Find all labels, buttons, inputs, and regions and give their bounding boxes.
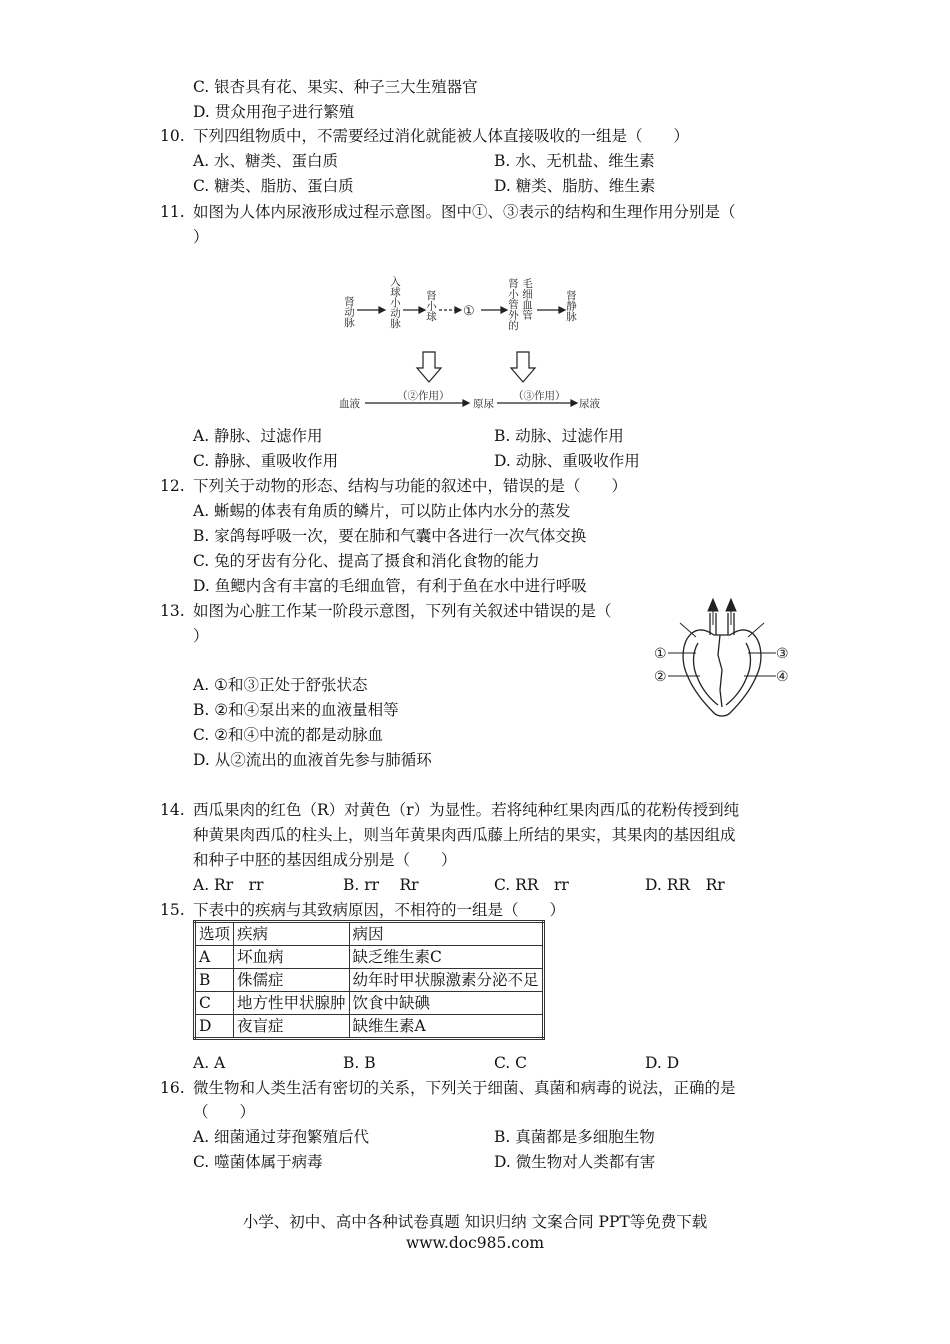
q15-option-b: B. B — [343, 1054, 376, 1072]
q14-stem-line3: 和种子中胚的基因组成分别是（ ） — [193, 851, 457, 869]
question-number-16: 16. — [160, 1079, 185, 1097]
q10-option-c: C. 糖类、脂肪、蛋白质 — [193, 177, 354, 195]
table-cell: 地方性甲状腺肿 — [234, 992, 350, 1015]
q15-option-a: A. A — [193, 1054, 226, 1072]
heart-label-1: ① — [654, 646, 667, 662]
q15-stem: 下表中的疾病与其致病原因，不相符的一组是（ ） — [193, 901, 566, 919]
q16-option-a: A. 细菌通过芽孢繁殖后代 — [193, 1128, 370, 1146]
urine-label: 尿液 — [579, 398, 600, 410]
process-2-label: （②作用） — [397, 390, 450, 402]
table-cell: 幼年时甲状腺激素分泌不足 — [349, 969, 543, 992]
q14-stem-line1: 西瓜果肉的红色（R）对黄色（r）为显性。若将纯种红果肉西瓜的花粉传授到纯 — [193, 801, 740, 819]
heart-label-2: ② — [654, 669, 667, 685]
q14-option-a: A. Rr rr — [193, 876, 264, 894]
table-cell: 饮食中缺碘 — [349, 992, 543, 1015]
q10-stem: 下列四组物质中，不需要经过消化就能被人体直接吸收的一组是（ ） — [193, 127, 690, 145]
table-cell: A — [195, 946, 234, 969]
q12-option-b: B. 家鸽每呼吸一次，要在肺和气囊中各进行一次气体交换 — [193, 527, 587, 545]
question-number-10: 10. — [160, 127, 185, 145]
q12-option-c: C. 兔的牙齿有分化、提高了摄食和消化食物的能力 — [193, 552, 540, 570]
q11-option-a: A. 静脉、过滤作用 — [193, 427, 323, 445]
table-cell: 坏血病 — [234, 946, 350, 969]
glomerulus-label: 肾小球 — [425, 290, 437, 322]
urine-formation-diagram — [335, 272, 605, 417]
q14-option-c: C. RR rr — [494, 876, 569, 894]
question-number-13: 13. — [160, 602, 185, 620]
heart-label-4: ④ — [776, 669, 789, 685]
question-number-15: 15. — [160, 901, 185, 919]
q15-option-d: D. D — [645, 1054, 680, 1072]
table-cell: 缺维生素A — [349, 1015, 543, 1039]
footer-slogan: 小学、初中、高中各种试卷真题 知识归纳 文案合同 PPT等免费下载 — [242, 1213, 708, 1231]
table-cell: 侏儒症 — [234, 969, 350, 992]
q11-stem-line2: ） — [193, 228, 209, 246]
question-number-14: 14. — [160, 801, 185, 819]
table-cell: B — [195, 969, 234, 992]
table-row — [195, 969, 544, 992]
table-cell: 夜盲症 — [234, 1015, 350, 1039]
q12-option-d: D. 鱼鳃内含有丰富的毛细血管，有利于鱼在水中进行呼吸 — [193, 577, 587, 595]
q15-option-c: C. C — [494, 1054, 528, 1072]
capillary-label-col1: 肾小管外的 — [507, 278, 519, 331]
q11-option-c: C. 静脉、重吸收作用 — [193, 452, 339, 470]
q13-option-b: B. ②和④泵出来的血液量相等 — [193, 701, 399, 719]
blood-label: 血液 — [339, 398, 360, 410]
q16-stem-line1: 微生物和人类生活有密切的关系，下列关于细菌、真菌和病毒的说法，正确的是 — [193, 1079, 736, 1097]
table-cell: 缺乏维生素C — [349, 946, 543, 969]
table-row — [195, 1015, 544, 1039]
process-3-label: （③作用） — [513, 390, 566, 402]
q14-stem-line2: 种黄果肉西瓜的柱头上，则当年黄果肉西瓜藤上所结的果实，其果肉的基因组成 — [193, 826, 736, 844]
table-cell: D — [195, 1015, 234, 1039]
q16-option-d: D. 微生物对人类都有害 — [494, 1153, 656, 1171]
question-number-11: 11. — [160, 203, 185, 221]
primary-urine-label: 原尿 — [473, 398, 494, 410]
q10-option-a: A. 水、糖类、蛋白质 — [193, 152, 339, 170]
renal-vein-label: 肾静脉 — [565, 290, 577, 322]
renal-artery-label: 肾动脉 — [343, 296, 355, 328]
q12-option-a: A. 蜥蜴的体表有角质的鳞片，可以防止体内水分的蒸发 — [193, 502, 571, 520]
table-row — [195, 992, 544, 1015]
question-number-12: 12. — [160, 477, 185, 495]
q16-option-c: C. 噬菌体属于病毒 — [193, 1153, 323, 1171]
q11-option-b: B. 动脉、过滤作用 — [494, 427, 624, 445]
afferent-arteriole-label: 入球小动脉 — [389, 276, 401, 329]
table-header-cell: 病因 — [349, 922, 543, 946]
disease-table — [193, 920, 545, 1040]
q13-stem-line2: ） — [193, 627, 209, 645]
structure-1-label: ① — [463, 304, 475, 319]
q12-stem: 下列关于动物的形态、结构与功能的叙述中，错误的是（ ） — [193, 477, 628, 495]
capillary-label-col2: 毛细血管 — [521, 278, 533, 320]
q16-option-b: B. 真菌都是多细胞生物 — [494, 1128, 655, 1146]
table-header-row — [195, 922, 544, 946]
q10-option-b: B. 水、无机盐、维生素 — [494, 152, 655, 170]
footer-website-link[interactable]: www.doc985.com — [405, 1234, 545, 1252]
q13-option-a: A. ①和③正处于舒张状态 — [193, 676, 368, 694]
heart-label-3: ③ — [776, 646, 789, 662]
q9-option-c: C. 银杏具有花、果实、种子三大生殖器官 — [193, 78, 478, 96]
table-header-cell: 选项 — [195, 922, 234, 946]
q10-option-d: D. 糖类、脂肪、维生素 — [494, 177, 656, 195]
q11-stem-line1: 如图为人体内尿液形成过程示意图。图中①、③表示的结构和生理作用分别是（ — [193, 203, 736, 221]
table-row — [195, 946, 544, 969]
q16-stem-line2: （ ） — [193, 1103, 256, 1121]
heart-diagram — [652, 595, 792, 720]
q14-option-b: B. rr Rr — [343, 876, 419, 894]
table-header-cell: 疾病 — [234, 922, 350, 946]
q13-stem-line1: 如图为心脏工作某一阶段示意图，下列有关叙述中错误的是（ — [193, 602, 612, 620]
q14-option-d: D. RR Rr — [645, 876, 725, 894]
q13-option-d: D. 从②流出的血液首先参与肺循环 — [193, 751, 432, 769]
q9-option-d: D. 贯众用孢子进行繁殖 — [193, 103, 355, 121]
table-cell: C — [195, 992, 234, 1015]
q11-option-d: D. 动脉、重吸收作用 — [494, 452, 640, 470]
q13-option-c: C. ②和④中流的都是动脉血 — [193, 726, 384, 744]
